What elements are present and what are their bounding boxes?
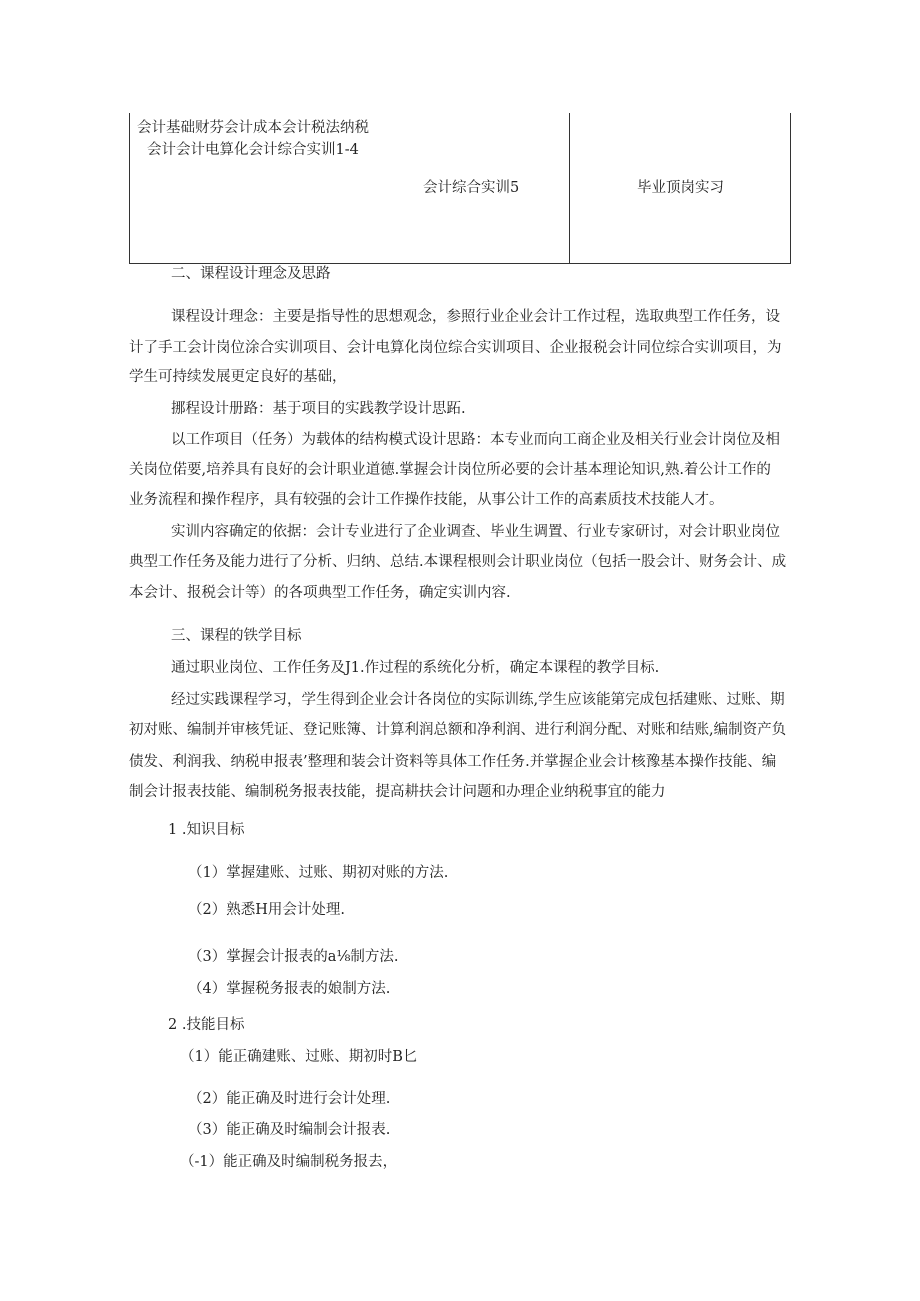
skill-item-2: （2）能正确及时进行会计处理. (188, 1091, 391, 1107)
s2-p2: 挪程设计册路：基于项目的实践教学设计思跖. (171, 401, 466, 417)
skill-item-3: （3）能正确及时编制会计报表. (188, 1122, 391, 1138)
table-border-left (129, 113, 130, 264)
knowledge-goals-title: 1 .知识目标 (168, 822, 245, 838)
skill-item-1: （1）能正确建账、过账、期初时B匕 (180, 1049, 418, 1065)
s3-p2-line3: 债发、利润我、纳税申报表’整理和装会计资料等具体工作任务.并掌握企业会计核豫基本操作技能、编 (129, 754, 777, 770)
knowledge-item-3: （3）掌握会计报表的a⅛制方法. (188, 949, 399, 965)
s3-p2-line2: 初对账、编制并审核凭证、登记账簿、计算利润总额和净利润、进行利润分配、对账和结账,编制资产负 (129, 722, 787, 738)
curriculum-table-fragment (129, 113, 791, 264)
s2-p4-line1: 实训内容确定的依据：会计专业进行了企业调查、毕业生调置、行业专家研讨，对会计职业岗位 (171, 524, 780, 540)
table-cell-courses-line3: 会计综合实训5 (423, 180, 520, 196)
section3-heading: 三、课程的铁学目标 (171, 628, 302, 644)
s2-p4-line3: 本会计、报税会计等）的各项典型工作任务，确定实训内容. (129, 585, 511, 601)
table-cell-courses-line1: 会计基础财芬会计成本会计税法纳税 (137, 120, 369, 136)
section2-heading: 二、课程设计理念及思路 (171, 266, 331, 282)
s3-p2-line4: 制会计报表技能、编制税务报表技能，提高耕扶会计问题和办理企业纳税事宜的能力 (129, 784, 666, 800)
s2-p3-line2: 关岗位偌要,培养具有良好的会计职业道德.掌握会计岗位所必要的会计基本理论知识,熟.着公计工作的 (129, 462, 771, 478)
s2-p1-line2: 计了手工会计岗位涂合实训项目、会计电算化岗位综合实训项目、企业报税会计同位综合实训项目，为 (129, 340, 782, 356)
knowledge-item-1: （1）掌握建账、过账、期初对账的方法. (188, 865, 449, 881)
s2-p1-line1: 课程设计理念：主要是指导性的思想观念，参照行业企业会计工作过程，选取典型工作任务，设 (171, 309, 780, 325)
s2-p3-line3: 业务流程和操作程序，具有较强的会计工作操作技能，从事公计工作的高素质技术技能人才。 (129, 492, 724, 508)
knowledge-item-2: （2）熟悉H用会计处理. (188, 902, 345, 918)
s3-p2-line1: 经过实践课程学习，学生得到企业会计各岗位的实际训练,学生应该能第完成包括建账、过账、期 (171, 692, 785, 708)
s2-p1-line3: 学生可持续发展更定良好的基础， (129, 369, 347, 385)
table-cell-internship: 毕业顶岗实习 (637, 180, 724, 196)
skill-item-4: （-1）能正确及时编制税务报去， (180, 1154, 398, 1170)
table-cell-courses-line2: 会计会计电算化会计综合实训1-4 (147, 142, 359, 158)
knowledge-item-4: （4）掌握税务报表的娘制方法. (188, 981, 391, 997)
s2-p4-line2: 典型工作任务及能力进行了分析、归纳、总结.本课程根则会计职业岗位（包括一股会计、财务会计、成 (129, 554, 787, 570)
skill-goals-title: 2 .技能目标 (168, 1017, 245, 1033)
s2-p3-line1: 以工作项目（任务）为载体的结构模式设计思路：本专业而向工商企业及相关行业会计岗位及相 (171, 432, 780, 448)
s3-p1: 通过职业岗位、工作任务及J1.作过程的系统化分析，确定本课程的教学目标. (171, 660, 660, 676)
